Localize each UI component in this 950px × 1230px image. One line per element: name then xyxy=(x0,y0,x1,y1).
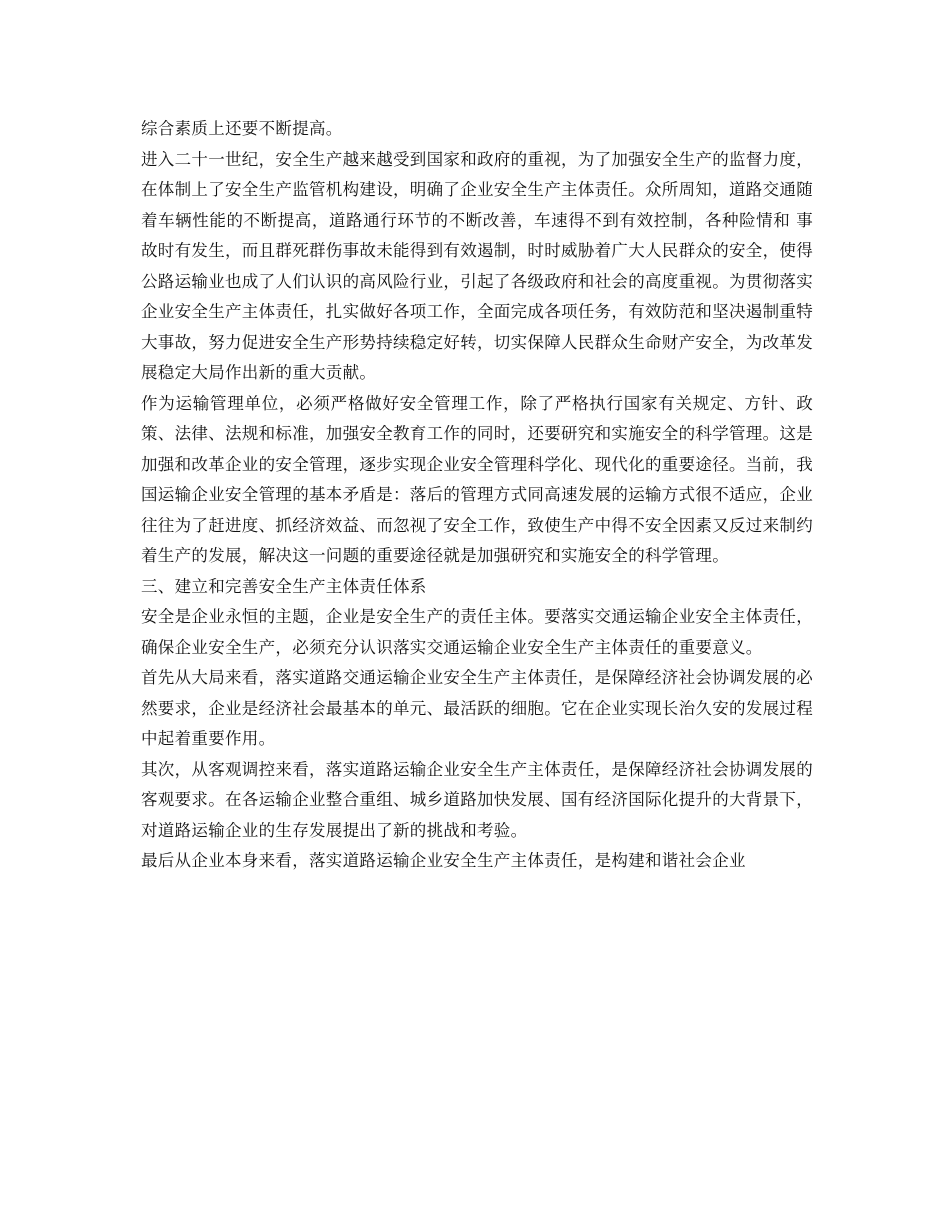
paragraph-supervision: 进入二十一世纪，安全生产越来越受到国家和政府的重视，为了加强安全生产的监督力度，在体制上了安全生产监管机构建设，明确了企业安全生产主体责任。众所周知，道路交通随着车辆性能的不断提高，道路通行环节的不断改善，车速得不到有效控制，各种险情和 事故时有发生，而且群死群伤事故未能得到有效遏制，时时威胁着广大人民群众的安全，使得公路运输业也成了人们认识的高风险行业，引起了各级政府和社会的高度重视。为贯彻落实企业安全生产主体责任，扎实做好各项工作，全面完成各项任务，有效防范和坚决遏制重特大事故，努力促进安全生产形势持续稳定好转，切实保障人民群众生命财产安全，为改革发展稳定大局作出新的重大贡献。 xyxy=(141,149,813,382)
paragraph-first-point: 首先从大局来看，落实道路交通运输企业安全生产主体责任，是保障经济社会协调发展的必然要求，企业是经济社会最基本的单元、最活跃的细胞。它在企业实现长治久安的发展过程中起着重要作用。 xyxy=(141,668,813,748)
paragraph-management-unit: 作为运输管理单位，必须严格做好安全管理工作，除了严格执行国家有关规定、方针、政策、法律、法规和标准，加强安全教育工作的同时，还要研究和实施安全的科学管理。这是加强和改革企业的安全管理，逐步实现企业安全管理科学化、现代化的重要途径。当前，我国运输企业安全管理的基本矛盾是：落后的管理方式同高速发展的运输方式很不适应，企业往往为了赶进度、抓经济效益、而忽视了安全工作，致使生产中得不安全因素又反过来制约着生产的发展，解决这一问题的重要途径就是加强研究和实施安全的科学管理。 xyxy=(141,393,813,565)
section-heading: 三、建立和完善安全生产主体责任体系 xyxy=(141,576,427,596)
document-body xyxy=(141,114,813,877)
paragraph-last-point: 最后从企业本身来看，落实道路运输企业安全生产主体责任，是构建和谐社会企业 xyxy=(141,851,746,870)
paragraph-safety-theme: 安全是企业永恒的主题，企业是安全生产的责任主体。要落实交通运输企业安全主体责任，确保企业安全生产，必须充分认识落实交通运输企业安全生产主体责任的重要意义。 xyxy=(141,607,813,657)
paragraph-second-point: 其次，从客观调控来看，落实道路运输企业安全生产主体责任，是保障经济社会协调发展的客观要求。在各运输企业整合重组、城乡道路加快发展、国有经济国际化提升的大背景下，对道路运输企业的生存发展提出了新的挑战和考验。 xyxy=(141,759,813,840)
paragraph-continuation: 综合素质上还要不断提高。 xyxy=(141,119,343,138)
